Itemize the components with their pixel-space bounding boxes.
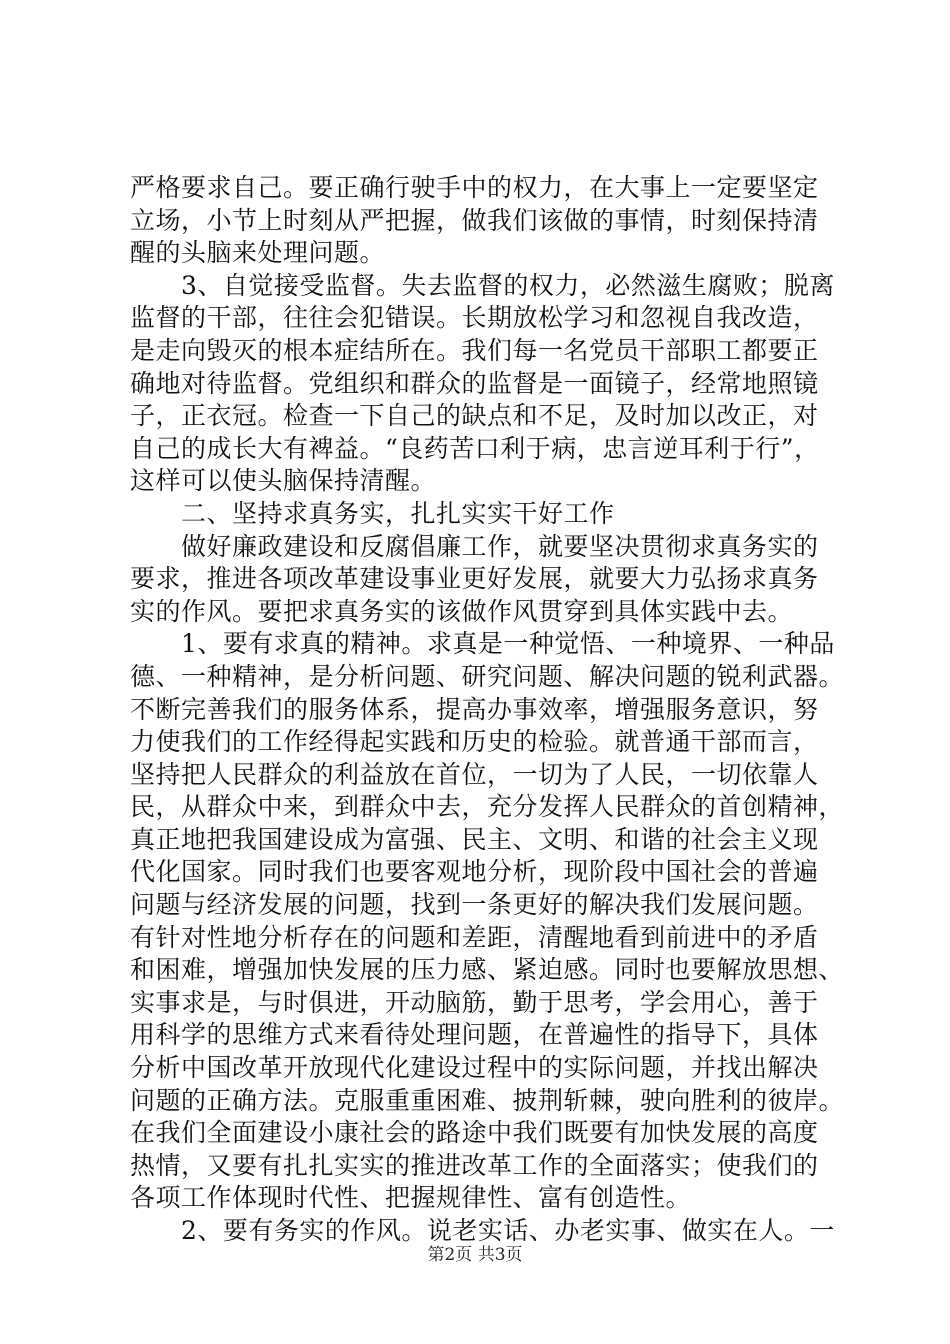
- text-line: 子，正衣冠。检查一下自己的缺点和不足，及时加以改正，对: [130, 401, 819, 431]
- text-line: 确地对待监督。党组织和群众的监督是一面镜子，经常地照镜: [130, 368, 819, 398]
- document-body: [130, 172, 845, 1248]
- text-line: 问题与经济发展的问题，找到一条更好的解决我们发展问题。: [130, 890, 819, 920]
- text-line: 各项工作体现时代性、把握规律性、富有创造性。: [130, 1183, 692, 1213]
- text-line: 代化国家。同时我们也要客观地分析，现阶段中国社会的普遍: [130, 857, 819, 887]
- text-line: 力使我们的工作经得起实践和历史的检验。就普通干部而言，: [130, 727, 819, 757]
- text-line: 监督的干部，往往会犯错误。长期放松学习和忽视自我改造，: [130, 303, 819, 333]
- page-footer: 第2页 共3页: [427, 1245, 523, 1265]
- text-line: 醒的头脑来处理问题。: [130, 238, 386, 268]
- text-line: 分析中国改革开放现代化建设过程中的实际问题，并找出解决: [130, 1053, 819, 1083]
- section-heading: 二、坚持求真务实，扎扎实实干好工作: [130, 498, 615, 528]
- text-line: 2、要有务实的作风。说老实话、办老实事、做实在人。一: [130, 1216, 835, 1245]
- text-line: 真正地把我国建设成为富强、民主、文明、和谐的社会主义现: [130, 824, 819, 854]
- text-line: 坚持把人民群众的利益放在首位，一切为了人民，一切依靠人: [130, 759, 819, 789]
- text-line: 用科学的思维方式来看待处理问题，在普遍性的指导下，具体: [130, 1020, 819, 1050]
- text-line: 热情，又要有扎扎实实的推进改革工作的全面落实；使我们的: [130, 1150, 819, 1180]
- text-line: 立场，小节上时刻从严把握，做我们该做的事情，时刻保持清: [130, 205, 819, 235]
- text-line: 实的作风。要把求真务实的该做作风贯穿到具体实践中去。: [130, 596, 794, 626]
- text-line: 这样可以使头脑保持清醒。: [130, 466, 437, 496]
- text-line: 和困难，增强加快发展的压力感、紧迫感。同时也要解放思想、: [130, 955, 845, 985]
- text-line: 3、自觉接受监督。失去监督的权力，必然滋生腐败；脱离: [130, 270, 835, 300]
- text-line: 要求，推进各项改革建设事业更好发展，就要大力弘扬求真务: [130, 564, 819, 594]
- text-line: 在我们全面建设小康社会的路途中我们既要有加快发展的高度: [130, 1118, 819, 1148]
- text-line: 1、要有求真的精神。求真是一种觉悟、一种境界、一种品: [130, 629, 835, 659]
- text-line: 是走向毁灭的根本症结所在。我们每一名党员干部职工都要正: [130, 335, 819, 365]
- text-line: 严格要求自己。要正确行驶手中的权力，在大事上一定要坚定: [130, 173, 819, 202]
- text-line: 德、一种精神，是分析问题、研究问题、解决问题的锐利武器。: [130, 661, 845, 691]
- text-line: 问题的正确方法。克服重重困难、披荆斩棘，驶向胜利的彼岸。: [130, 1085, 845, 1115]
- text-line: 不断完善我们的服务体系，提高办事效率，增强服务意识，努: [130, 694, 819, 724]
- text-line: 实事求是，与时俱进，开动脑筋，勤于思考，学会用心，善于: [130, 987, 819, 1017]
- text-line: 民，从群众中来，到群众中去，充分发挥人民群众的首创精神，: [130, 792, 845, 822]
- text-line: 做好廉政建设和反腐倡廉工作，就要坚决贯彻求真务实的: [130, 531, 819, 561]
- text-line: 有针对性地分析存在的问题和差距，清醒地看到前进中的矛盾: [130, 922, 819, 952]
- text-line: 自己的成长大有裨益。“良药苦口利于病，忠言逆耳利于行”，: [130, 433, 820, 463]
